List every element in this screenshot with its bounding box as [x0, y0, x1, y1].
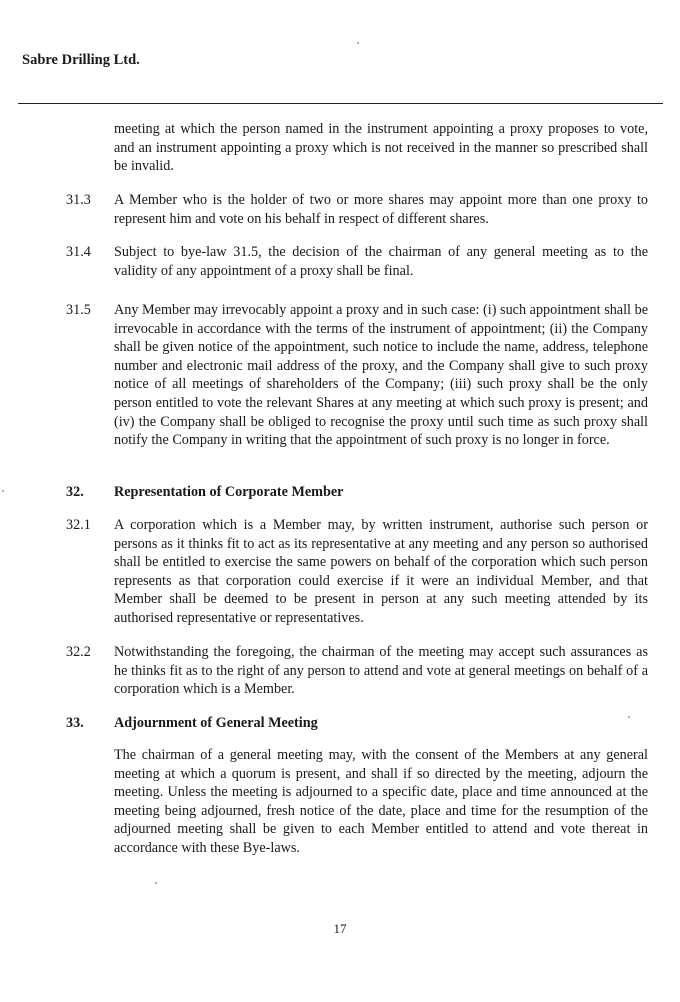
- clause-text-32-2: Notwithstanding the foregoing, the chairman of the meeting may accept such assurances as he thinks fit as to the right of any person to attend and vote at general meetings on behalf of a corporation which is a Member.: [114, 644, 648, 698]
- section-heading-33: Adjournment of General Meeting: [114, 715, 318, 731]
- section-text-33: The chairman of a general meeting may, with the consent of the Members at any general meeting at which a quorum is present, and shall if so directed by the meeting, adjourn the meeting. Unless the meeting is adjourned to a specific date, place and time announced at the meeting being adjourned, fresh notice of the date, place and time for the resumption of the adjourned meeting shall be given to each Member entitled to attend and vote thereat in accordance with these Bye-laws.: [114, 747, 648, 856]
- clause-text-31-4: Subject to bye-law 31.5, the decision of the chairman of any general meeting as to the validity of any appointment of a proxy shall be final.: [114, 244, 648, 279]
- clause-text-32-1: A corporation which is a Member may, by written instrument, authorise such person or persons as it thinks fit to act as its representative at any meeting and any person so authorised shall be entitled to exercise the same powers on behalf of the corporation which such person represents as that corporation could exercise if it were an individual Member, and that Member shall be deemed to be present in person at any such meeting attended by its authorised representative or representatives.: [114, 517, 648, 626]
- clause-number-32-1: 32.1: [66, 517, 91, 533]
- section-number-32: 32.: [66, 484, 84, 500]
- clause-number-31-5: 31.5: [66, 302, 91, 318]
- header-rule: [18, 103, 663, 104]
- scan-speck: [2, 490, 4, 492]
- clause-text-31-5: Any Member may irrevocably appoint a proxy and in such case: (i) such appointment shall be irrevocable in accordance with the terms of the instrument of appointment; (ii) the Company shall be given notice of the appointment, such notice to include the name, address, telephone number and electronic mail address of the proxy, and the Company shall give to such proxy notice of all meetings of shareholders of the Company; (iii) such proxy shall be the only person entitled to vote the relevant Shares at any meeting at which such proxy is present; and (iv) the Company shall be obliged to recognise the proxy until such time as such proxy shall notify the Company in writing that the appointment of such proxy is no longer in force.: [114, 302, 648, 449]
- section-number-33: 33.: [66, 715, 84, 731]
- clause-number-32-2: 32.2: [66, 644, 91, 660]
- clause-text-31-3: A Member who is the holder of two or more shares may appoint more than one proxy to represent him and vote on his behalf in respect of different shares.: [114, 192, 648, 227]
- scan-speck: [628, 716, 630, 718]
- company-header: Sabre Drilling Ltd.: [22, 52, 140, 68]
- section-heading-32: Representation of Corporate Member: [114, 484, 344, 500]
- clause-number-31-3: 31.3: [66, 192, 91, 208]
- scan-speck: [155, 882, 157, 884]
- clause-number-31-4: 31.4: [66, 244, 91, 260]
- page-number: 17: [333, 921, 347, 936]
- scan-speck: [357, 42, 359, 44]
- paragraph-continuation: meeting at which the person named in the instrument appointing a proxy proposes to vote, and an instrument appointing a proxy which is not received in the manner so prescribed shall be invalid.: [114, 121, 648, 175]
